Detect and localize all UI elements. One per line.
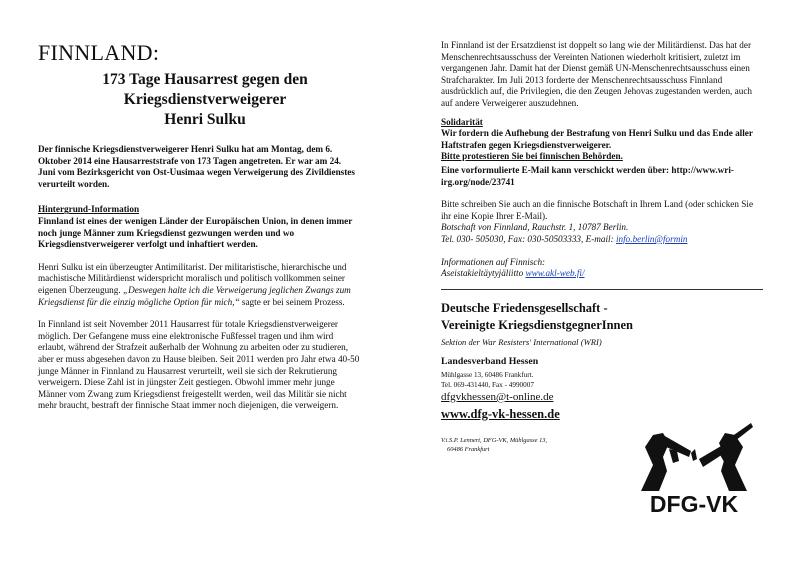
page-title: FINNLAND: (38, 40, 160, 65)
email-template-text: Eine vorformulierte E-Mail kann verschickt werden über: http://www.wri-irg.org/node/23741 (441, 164, 734, 187)
info-site-link[interactable]: www.akl-web.fi/ (525, 268, 585, 279)
background-heading: Hintergrund-Information (38, 204, 140, 215)
org-name (441, 300, 765, 334)
embassy-email-link[interactable]: info.berlin@formin (615, 233, 688, 244)
broken-rifle-icon (623, 413, 765, 493)
org-section: Sektion der War Resisters' International (WRI) (441, 336, 602, 347)
house-arrest-paragraph: In Finnland ist seit November 2011 Hausarrest für totale Kriegsdienstverweigerer möglich. Der Gefangene muss eine elektronische Fußfessel tragen und ihm wird erlaubt, während der Strafzeit außerhalb der Wohnung zu arbeiten oder zu studieren, aber er muss abgesehen davon zu Hause bleiben. Seit 2011 werden pro Jahr etwa 40-50 junge Männer in Finnland zu Hausarrest verurteilt, weil sie sich der Rekrutierung verweigern. Diese Zahl ist in jüngster Zeit gestiegen. Obwohl immer mehr junge Männer vom Zwang zum Kriegsdienst freigestellt werden, weil das Militär sie nicht mehr braucht, bestraft der finnische Staat immer noch diejenigen, die verweigern. (38, 319, 360, 411)
org-phone: Tel. 069-431440, Fax - 4990007 (441, 380, 534, 389)
org-address: Mühlgasse 13, 60486 Frankfurt. (441, 370, 534, 379)
sulku-quote: „Deswegen halte ich die Verweigerung jeglichen Zwangs zum Kriegsdienst für die einzig mögliche Option für mich,“ (38, 284, 351, 307)
info-site-label: Aseistakieltäytyjäliitto (441, 268, 526, 279)
info-label: Informationen auf Finnisch: (441, 256, 546, 267)
imprint-line-1: V.i.S.P. Lennert, DFG-VK, Mühlgasse 13, (441, 436, 548, 444)
alternative-service-paragraph: In Finnland ist der Ersatzdienst ist doppelt so lang wie der Militärdienst. Das hat der Menschenrechtsausschuss der Vereinten Nationen wiederholt kritisiert, zuletzt im vergangenen Jahr. Damit hat der Dienst gemäß UN-Menschenrechtsausschuss einen Strafcharakter. Im Juli 2013 forderte der Menschenrechtsausschuss Finnland ausdrücklich auf, die Privilegien, die den Zeugen Jehovas zugestanden werden, auch auf andere Verweigerer auszudehnen. (441, 40, 752, 108)
sulku-paragraph (38, 262, 360, 308)
sulku-text: Henri Sulku ist ein überzeugter Antimilitarist. Der militaristische, hierarchische und machistische Militärdienst widerspricht moralisch und politisch vollkommen seiner eigenen Überzeugung. (38, 261, 347, 295)
logo-text: DFG-VK (649, 491, 739, 517)
headline-line-2: Kriegsdienstverweigerer (123, 91, 287, 108)
lead-paragraph: Der finnische Kriegsdienstverweigerer Henri Sulku hat am Montag, dem 6. Oktober 2014 eine Hausarreststrafe von 173 Tagen angetreten. Er war am 24. Juni vom Bezirksgericht von Ost-Uusimaa wegen Verweigerung des Zivildienstes verurteilt worden. (38, 144, 355, 189)
org-website-link[interactable]: www.dfg-vk-hessen.de (441, 406, 560, 421)
solidarity-heading: Solidarität (441, 116, 483, 127)
solidarity-demand: Wir fordern die Aufhebung der Bestrafung von Henri Sulku und das Ende aller Haftstrafen gegen Kriegsdienstverweigerer. (441, 128, 753, 150)
solidarity-protest: Bitte protestieren Sie bei finnischen Behörden. (441, 151, 623, 162)
dfg-vk-logo (623, 413, 765, 525)
headline-line-3: Henri Sulku (164, 111, 246, 128)
org-name-line-1: Deutsche Friedensgesellschaft - (441, 300, 608, 315)
info-site-line (441, 268, 765, 280)
org-email-link[interactable]: dfgvkhessen@t-online.de (441, 390, 554, 403)
embassy-request: Bitte schreiben Sie auch an die finnische Botschaft in Ihrem Land (oder schicken Sie ihr eine Kopie Ihrer E-Mail). (441, 199, 754, 221)
sulku-text-end: sagte er bei seinem Prozess. (239, 296, 345, 307)
embassy-address: Botschaft von Finnland, Rauchstr. 1, 10787 Berlin. (441, 222, 629, 233)
headline (50, 70, 360, 130)
background-intro: Finnland ist eines der wenigen Länder der Europäischen Union, in denen immer noch junge Männer zum Kriegsdienst gezwungen werden und wo Kriegsdienstverweigerer verfolgt und inhaftiert werden. (38, 215, 353, 250)
landesverband: Landesverband Hessen (441, 355, 539, 367)
divider (441, 289, 763, 290)
org-name-line-2: Vereinigte KriegsdienstgegnerInnen (441, 317, 634, 332)
embassy-contact-text: Tel. 030- 505030, Fax: 030-50503333, E-mail: (441, 233, 616, 244)
embassy-contact (441, 234, 765, 246)
headline-line-1: 173 Tage Hausarrest gegen den (102, 71, 308, 88)
left-column (38, 40, 360, 412)
right-column (441, 40, 765, 454)
imprint-line-2: 60486 Frankfurt (447, 445, 490, 453)
